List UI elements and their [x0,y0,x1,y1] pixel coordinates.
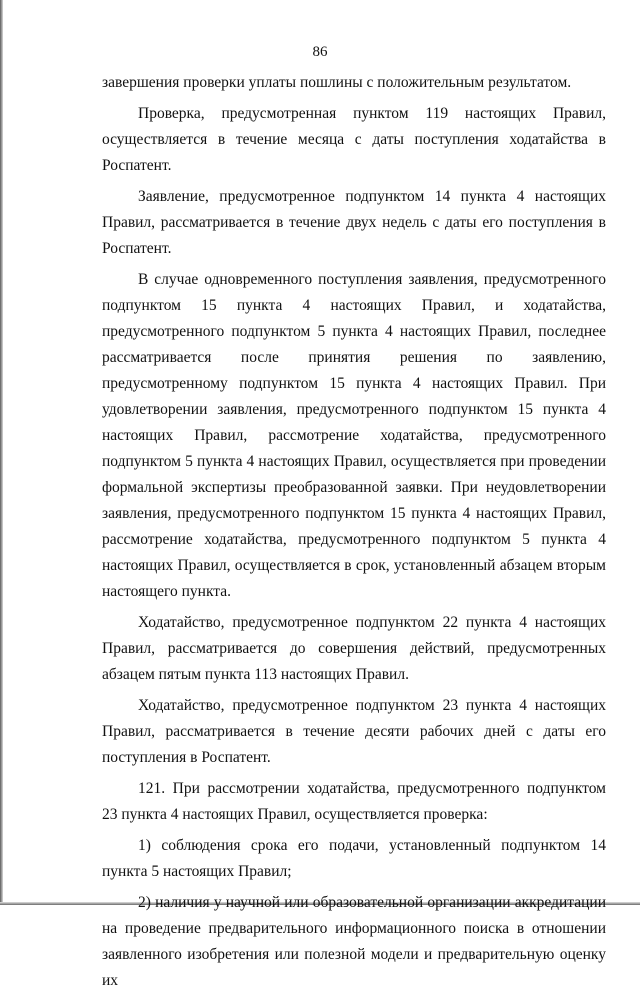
paragraph-5: Ходатайство, предусмотренное подпунктом 22 пункта 4 настоящих Правил, рассматривается до совершения действий, предусмотренных абзацем пятым пункта 113 настоящих Правил. [102,614,606,683]
paragraph-4: В случае одновременного поступления заявления, предусмотренного подпунктом 15 пункта 4 настоящих Правил, и ходатайства, предусмотренного подпунктом 5 пункта 4 настоящих Правил, последнее рассматривается после принятия решения по заявлению, предусмотренному подпунктом 15 пункта 4 настоящих Правил. При удовлетворении заявления, предусмотренного подпунктом 15 пункта 4 настоящих Правил, рассмотрение ходатайства, предусмотренного подпунктом 5 пункта 4 настоящих Правил, осуществляется при проведении формальной экспертизы преобразованной заявки. При неудовлетворении заявления, предусмотренного подпунктом 15 пункта 4 настоящих Правил, рассмотрение ходатайства, предусмотренного подпунктом 5 пункта 4 настоящих Правил, осуществляется в срок, установленный абзацем вторым настоящего пункта. [102,271,606,600]
paragraph-1: завершения проверки уплаты пошлины с положительным результатом. [102,74,572,91]
page-number: 86 [312,44,328,60]
paragraph-3: Заявление, предусмотренное подпунктом 14 пункта 4 настоящих Правил, рассматривается в течение двух недель с даты его поступления в Роспатент. [102,188,606,257]
document-body [102,70,606,999]
paragraph-6: Ходатайство, предусмотренное подпунктом 23 пункта 4 настоящих Правил, рассматривается в течение десяти рабочих дней с даты его поступления в Роспатент. [102,697,606,766]
paragraph-8: 1) соблюдения срока его подачи, установленный подпунктом 14 пункта 5 настоящих Правил; [102,837,606,880]
paragraph-2: Проверка, предусмотренная пунктом 119 настоящих Правил, осуществляется в течение месяца с даты поступления ходатайства в Роспатент. [102,105,606,174]
scan-left-edge [0,0,3,905]
paragraph-9: 2) наличия у научной или образовательной организации аккредитации на проведение предварительного информационного поиска в отношении заявленного изобретения или полезной модели и предварительную оценку их [102,894,606,989]
paragraph-7: 121. При рассмотрении ходатайства, предусмотренного подпунктом 23 пункта 4 настоящих Правил, осуществляется проверка: [102,780,606,823]
